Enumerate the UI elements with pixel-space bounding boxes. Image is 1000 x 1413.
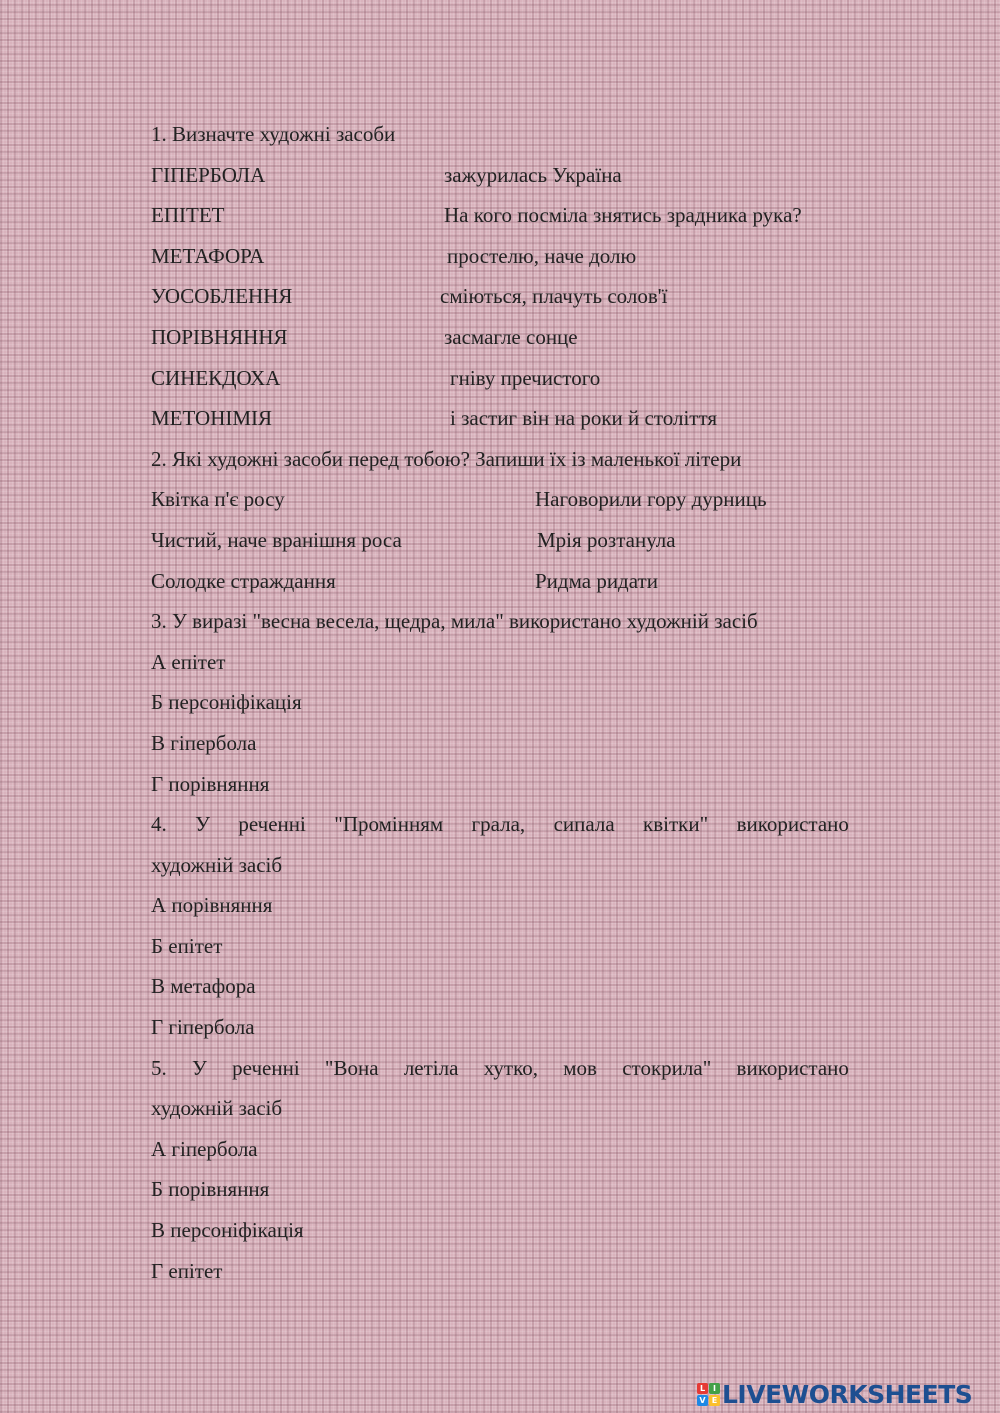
q3-option-d[interactable]: Г порівняння — [151, 771, 270, 796]
q5-title: 5. У реченні "Вона летіла хутко, мов стокрила" використано — [151, 1055, 849, 1080]
q1-pair — [151, 398, 849, 439]
q1-pair — [151, 195, 849, 236]
q1-pair — [151, 236, 849, 277]
q5-title-cont: художній засіб — [151, 1096, 283, 1121]
q4-option-a[interactable]: А порівняння — [151, 893, 273, 918]
q1-example[interactable]: простелю, наче долю — [447, 243, 637, 268]
q1-term[interactable]: ГІПЕРБОЛА — [151, 162, 266, 187]
q1-example[interactable]: На кого посміла знятись зрадника рука? — [444, 203, 802, 228]
q2-row — [151, 520, 849, 561]
q1-term[interactable]: УОСОБЛЕННЯ — [151, 284, 293, 309]
q1-term[interactable]: СИНЕКДОХА — [151, 365, 281, 390]
q2-phrase[interactable]: Ридма ридати — [535, 568, 658, 593]
q2-phrase[interactable]: Квітка п'є росу — [151, 487, 285, 512]
q5-option-d[interactable]: Г епітет — [151, 1258, 223, 1283]
logo-icon: L I V E — [697, 1383, 720, 1406]
q1-title: 1. Визначте художні засоби — [151, 122, 396, 146]
q1-pair — [151, 276, 849, 317]
q2-phrase[interactable]: Чистий, наче вранішня роса — [151, 527, 402, 552]
q5-option-a[interactable]: А гіпербола — [151, 1136, 258, 1161]
q1-example[interactable]: зажурилась Україна — [444, 162, 622, 187]
q1-example[interactable]: засмагле сонце — [444, 324, 578, 349]
q2-phrase[interactable]: Солодке страждання — [151, 568, 336, 593]
q4-title: 4. У реченні "Промінням грала, сипала квітки" використано — [151, 812, 849, 837]
q1-pair — [151, 155, 849, 196]
q1-term[interactable]: ПОРІВНЯННЯ — [151, 324, 288, 349]
q2-row — [151, 479, 849, 520]
q3-option-c[interactable]: В гіпербола — [151, 730, 257, 755]
q1-example[interactable]: і застиг він на роки й століття — [450, 406, 718, 431]
q1-pair — [151, 358, 849, 399]
q1-example[interactable]: сміються, плачуть солов'ї — [440, 284, 668, 309]
q3-option-a[interactable]: А епітет — [151, 649, 226, 674]
q4-title-cont: художній засіб — [151, 852, 283, 877]
q1-example[interactable]: гніву пречистого — [450, 365, 601, 390]
worksheet — [151, 114, 849, 1291]
q5-option-c[interactable]: В персоніфікація — [151, 1218, 304, 1243]
q4-option-d[interactable]: Г гіпербола — [151, 1015, 255, 1040]
q2-phrase[interactable]: Мрія розтанула — [537, 527, 676, 552]
q1-pair — [151, 317, 849, 358]
q2-title: 2. Які художні засоби перед тобою? Запиши їх із маленької літери — [151, 446, 742, 471]
q1-term[interactable]: МЕТОНІМІЯ — [151, 406, 273, 431]
q1-term[interactable]: МЕТАФОРА — [151, 243, 265, 268]
q4-option-c[interactable]: В метафора — [151, 974, 256, 999]
logo-text: LIVEWORKSHEETS — [722, 1379, 973, 1409]
q3-title: 3. У виразі "весна весела, щедра, мила" використано художній засіб — [151, 609, 758, 634]
liveworksheets-logo[interactable] — [697, 1379, 972, 1409]
q1-term[interactable]: ЕПІТЕТ — [151, 203, 225, 228]
q5-option-b[interactable]: Б порівняння — [151, 1177, 270, 1202]
q2-row — [151, 561, 849, 602]
q3-option-b[interactable]: Б персоніфікація — [151, 690, 302, 715]
q2-phrase[interactable]: Наговорили гору дурниць — [535, 487, 767, 512]
q4-option-b[interactable]: Б епітет — [151, 933, 223, 958]
